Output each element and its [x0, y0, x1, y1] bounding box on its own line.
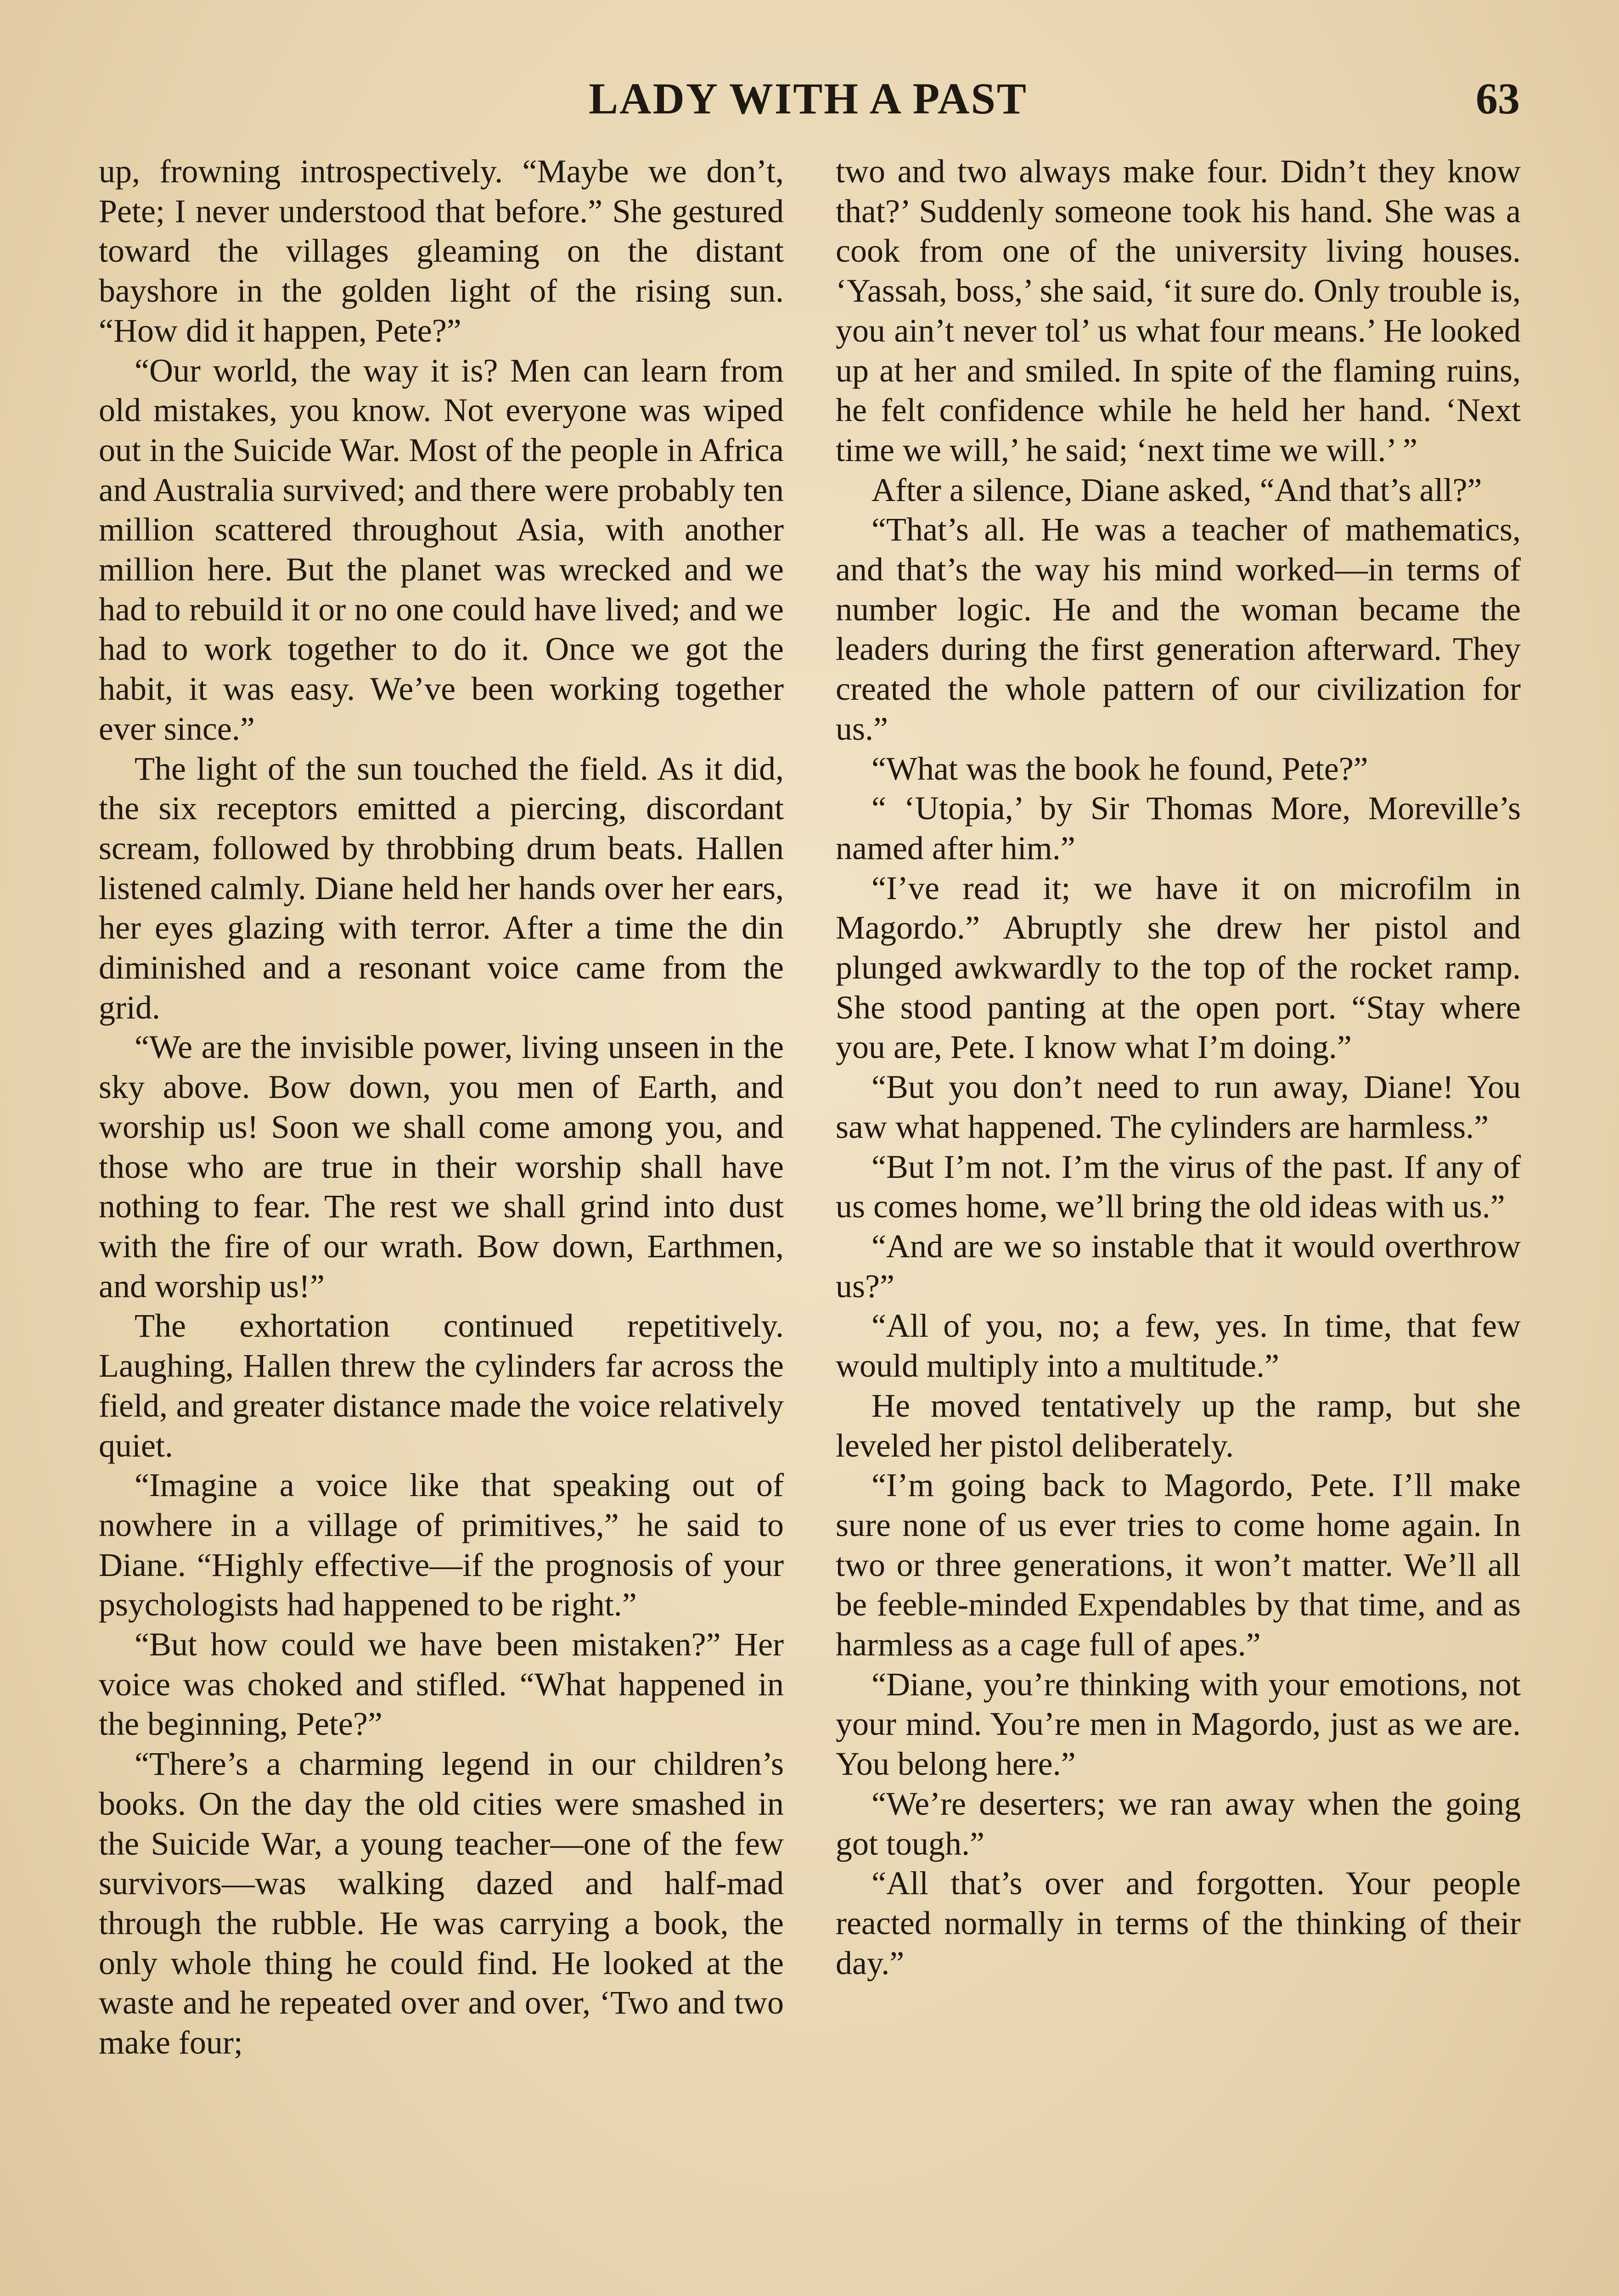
paragraph: After a silence, Diane asked, “And that’s all?”	[871, 471, 1482, 508]
paragraph: “Diane, you’re thinking with your emotions, not your mind. You’re men in Magordo, just as we are. You belong here.”	[836, 1666, 1521, 1783]
paragraph: “But how could we have been mistaken?” Her voice was choked and stifled. “What happened in the beginning, Pete?”	[99, 1626, 784, 1743]
paragraph: two and two always make four. Didn’t they know that?’ Suddenly someone took his hand. She was a cook from one of the university living houses. ‘Yassah, boss,’ she said, ‘it sure do. Only trouble is, you ain’t never tol’ us what four means.’ He looked up at her and smiled. In spite of the flaming ruins, he felt confidence while he held her hand. ‘Next time we will,’ he said; ‘next time we will.’ ”	[836, 153, 1521, 468]
running-title: LADY WITH A PAST	[589, 74, 1028, 123]
paragraph: “ ‘Utopia,’ by Sir Thomas More, Moreville’s named after him.”	[836, 790, 1521, 867]
paragraph: up, frowning introspectively. “Maybe we don’t, Pete; I never understood that before.” She gestured toward the villages gleaming on the distant bayshore in the golden light of the rising sun. “How did it happen, Pete?”	[99, 153, 784, 349]
paragraph: “All that’s over and forgotten. Your people reacted normally in terms of the thinking of their day.”	[836, 1865, 1521, 1981]
page-number: 63	[1476, 74, 1520, 123]
paragraph: “What was the book he found, Pete?”	[871, 750, 1368, 787]
paragraph: “There’s a charming legend in our children’s books. On the day the old cities were smashed in the Suicide War, a young teacher—one of the few survivors—was walking dazed and half-mad through the rubble. He was carrying a book, the only whole thing he could find. He looked at the waste and he repeated over and over, ‘Two and two make four;	[99, 1745, 784, 2061]
paragraph: “Imagine a voice like that speaking out of nowhere in a village of primitives,” he said to Diane. “Highly effective—if the prognosis of your psychologists had happened to be right.”	[99, 1467, 784, 1623]
paragraph: “We’re deserters; we ran away when the going got tough.”	[836, 1785, 1521, 1862]
paragraph: “All of you, no; a few, yes. In time, that few would multiply into a multitude.”	[836, 1307, 1521, 1384]
page-header	[96, 69, 1520, 129]
paragraph: “We are the invisible power, living unseen in the sky above. Bow down, you men of Earth, and worship us! Soon we shall come among you, and those who are true in their worship shall have nothing to fear. The rest we shall grind into dust with the fire of our wrath. Bow down, Earthmen, and worship us!”	[99, 1029, 784, 1305]
paragraph: “That’s all. He was a teacher of mathematics, and that’s the way his mind worked—in terms of number logic. He and the woman became the leaders during the first generation afterward. They created the whole pattern of our civilization for us.”	[836, 511, 1521, 747]
paragraph: “And are we so instable that it would overthrow us?”	[836, 1227, 1521, 1305]
right-column	[836, 152, 1521, 2296]
paragraph: He moved tentatively up the ramp, but she leveled her pistol deliberately.	[836, 1387, 1521, 1464]
paragraph: “But you don’t need to run away, Diane! You saw what happened. The cylinders are harmless.”	[836, 1069, 1521, 1145]
paragraph: “Our world, the way it is? Men can learn from old mistakes, you know. Not everyone was wiped out in the Suicide War. Most of the people in Africa and Australia survived; and there were probably ten million scattered throughout Asia, with another million here. But the planet was wrecked and we had to rebuild it or no one could have lived; and we had to work together to do it. Once we got the habit, it was easy. We’ve been working together ever since.”	[99, 352, 784, 747]
paragraph: The exhortation continued repetitively. Laughing, Hallen threw the cylinders far across the field, and greater distance made the voice relatively quiet.	[99, 1307, 784, 1464]
paragraph: The light of the sun touched the field. As it did, the six receptors emitted a piercing, discordant scream, followed by throbbing drum beats. Hallen listened calmly. Diane held her hands over her ears, her eyes glazing with terror. After a time the din diminished and a resonant voice came from the grid.	[99, 750, 784, 1026]
paragraph: “I’ve read it; we have it on microfilm in Magordo.” Abruptly she drew her pistol and plunged awkwardly to the top of the rocket ramp. She stood panting at the open port. “Stay where you are, Pete. I know what I’m doing.”	[836, 869, 1521, 1066]
left-column	[99, 152, 784, 2296]
paragraph: “But I’m not. I’m the virus of the past. If any of us comes home, we’ll bring the old ideas with us.”	[836, 1148, 1521, 1225]
paragraph: “I’m going back to Magordo, Pete. I’ll make sure none of us ever tries to come home again. In two or three generations, it won’t matter. We’ll all be feeble-minded Expendables by that time, and as harmless as a cage full of apes.”	[836, 1467, 1521, 1663]
